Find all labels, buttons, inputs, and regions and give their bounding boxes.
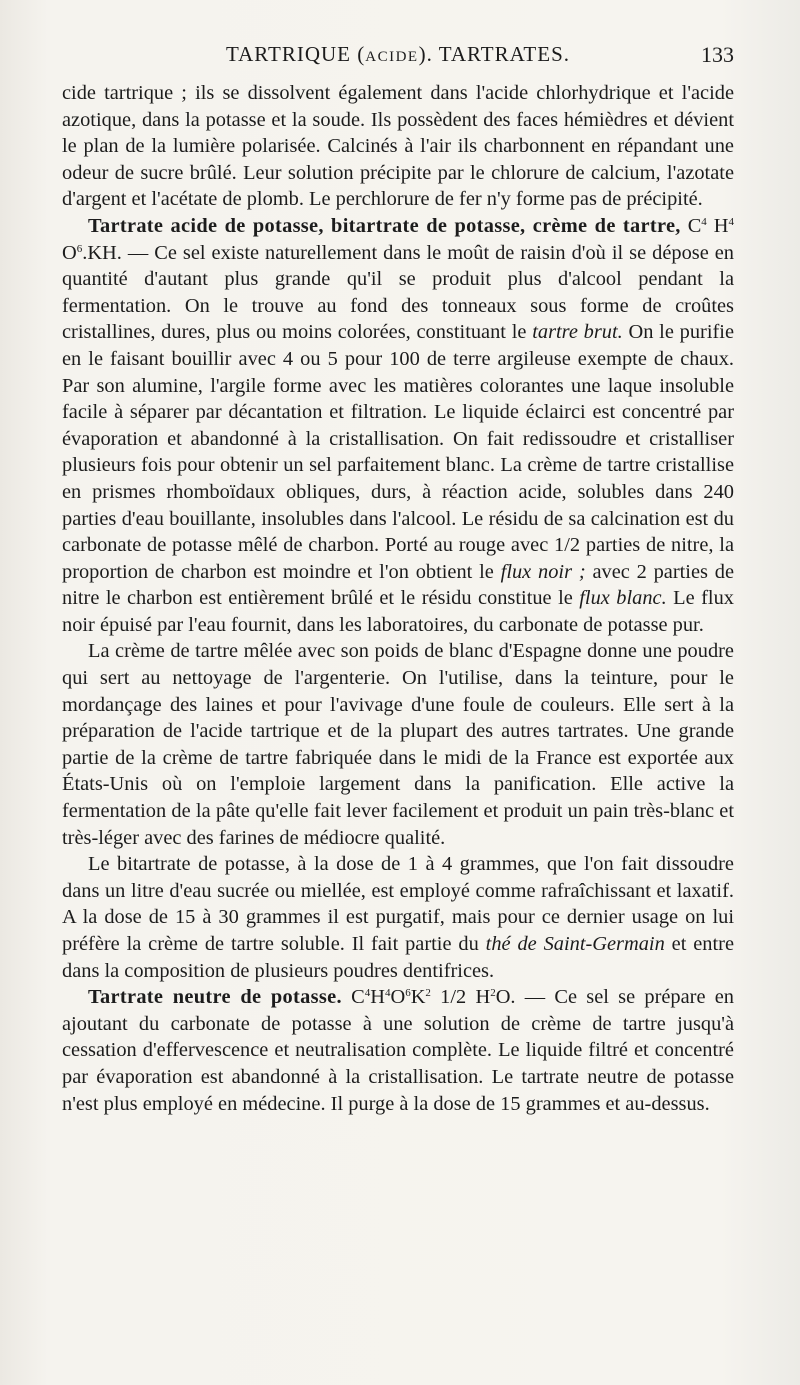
chemical-formula: $C^4$ $H^4$ $O^6.KH$. bbox=[62, 214, 735, 264]
paragraph-2: Tartrate acide de potasse, bitartrate de potasse, crème de tartre, $C^4$ $H^4$ $O^6.KH$. — Ce sel existe naturellement dans le moût de raisin d'où il se dépose en quantité d'autant plus grande qu'il se produit plus d'alcool pendant la fermentation. On le trouve au fond des tonneaux sous forme de croûtes cristallines, dures, plus ou moins colorées, constituant le tartre brut. On le purifie en le faisant bouillir avec 4 ou 5 pour 100 de terre argileuse exempte de chaux. Par son alumine, l'argile forme avec les matières colorantes une laque insoluble facile à séparer par décantation et filtration. Le liquide éclairci est concentré par évaporation et abandonné à la cristallisation. On fait redissoudre et cristalliser plusieurs fois pour obtenir un sel parfaitement blanc. La crème de tartre cristallise en prismes rhomboïdaux obliques, durs, à réaction acide, solubles dans 240 parties d'eau bouillante, insolubles dans l'alcool. Le résidu de sa calcination est du carbonate de potasse mêlé de charbon. Porté au rouge avec 1/2 parties de nitre, la proportion de charbon est moindre et l'on obtient le flux noir ; avec 2 parties de nitre le charbon est entièrement brûlé et le résidu constitue le flux blanc. Le flux noir épuisé par l'eau fournit, dans les laboratoires, du carbonate de potasse pur. bbox=[62, 214, 735, 636]
italic-term: flux blanc. bbox=[579, 587, 667, 610]
paragraph-1: cide tartrique ; ils se dissolvent également dans l'acide chlorhydrique et l'acide azotique, dans la potasse et la soude. Ils possèdent des faces hémièdres et dévient le plan de la lumière polarisée. Calcinés à l'air ils charbonnent en répandant une odeur de sucre brûlé. Leur solution précipite par le chlorure de calcium, l'azotate d'argent et l'acétate de plomb. Le perchlorure de fer n'y forme pas de précipité. bbox=[62, 82, 734, 211]
section-heading: Tartrate acide de potasse, bitartrate de potasse, crème de tartre, bbox=[88, 214, 681, 237]
italic-term: tartre brut. bbox=[532, 321, 623, 344]
running-title-part: TARTRIQUE ( bbox=[225, 42, 366, 66]
running-header bbox=[62, 38, 734, 72]
chemical-formula: $C^4H^4O^6K^2$ 1/2 $H^2O$. bbox=[351, 986, 516, 1009]
page-number: 133 bbox=[701, 42, 734, 67]
running-title-part: ). TARTRATES. bbox=[418, 42, 571, 66]
running-title bbox=[62, 42, 734, 67]
paragraph-4: Le bitartrate de potasse, à la dose de 1 à 4 grammes, que l'on fait dissoudre dans un litre d'eau sucrée ou miellée, est employé comme rafraîchissant et laxatif. A la dose de 15 à 30 grammes il est purgatif, mais pour ce dernier usage on lui préfère la crème de tartre soluble. Il fait partie du thé de Saint-Germain et entre dans la composition de plusieurs poudres dentifrices. bbox=[62, 853, 734, 982]
running-title-smallcaps: ACIDE bbox=[365, 49, 419, 65]
body-text bbox=[62, 80, 734, 1117]
italic-term: flux noir ; bbox=[500, 560, 586, 583]
paragraph-5: Tartrate neutre de potasse. $C^4H^4O^6K^2$ 1/2 $H^2O$. — Ce sel se prépare en ajoutant du carbonate de potasse à une solution de crème de tartre jusqu'à cessation d'effervescence et neutralisation complète. Le liquide filtré et concentré par évaporation est abandonné à la cristallisation. Le tartrate neutre de potasse n'est plus employé en médecine. Il purge à la dose de 15 grammes et au-dessus. bbox=[62, 986, 734, 1115]
italic-term: thé de Saint-Germain bbox=[485, 933, 665, 955]
paragraph-3: La crème de tartre mêlée avec son poids de blanc d'Espagne donne une poudre qui sert au nettoyage de l'argenterie. On l'utilise, dans la teinture, pour le mordançage des laines et pour l'avivage d'une foule de couleurs. Elle sert à la préparation de l'acide tartrique et de la plupart des autres tartrates. Une grande partie de la crème de tartre fabriquée dans le midi de la France est exportée aux États-Unis où on l'emploie largement dans la panification. Elle active la fermentation de la pâte qu'elle fait lever facilement et produit un pain très-blanc et très-léger avec des farines de médiocre qualité. bbox=[62, 640, 734, 849]
section-heading: Tartrate neutre de potasse. bbox=[88, 986, 342, 1009]
